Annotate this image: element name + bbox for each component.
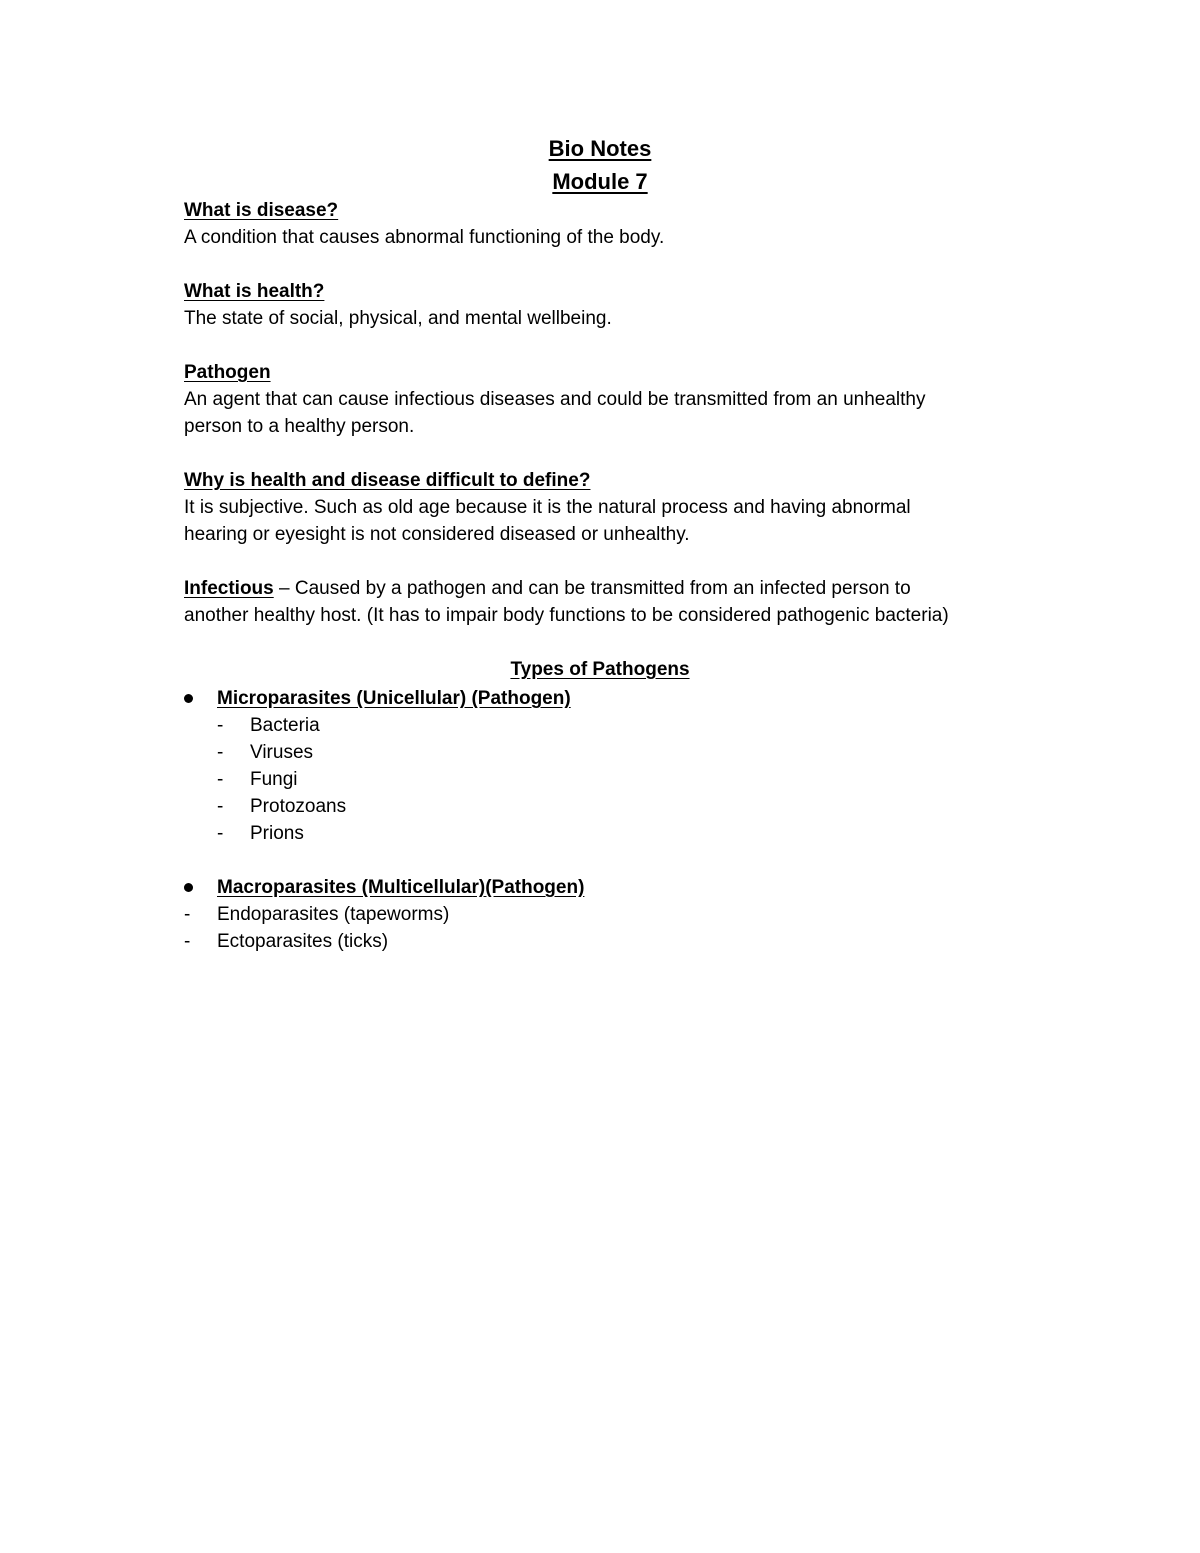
document-title: Bio Notes — [548, 136, 652, 161]
list-item — [217, 766, 417, 793]
list-item — [217, 739, 417, 766]
dash-marker: - — [184, 904, 191, 925]
section-heading-define: Why is health and disease difficult to define? — [184, 470, 591, 491]
infectious-term: Infectious — [184, 578, 274, 599]
section-heading-disease: What is disease? — [184, 200, 339, 221]
bullet-icon — [184, 694, 193, 703]
micro-item-protozoans: Protozoans — [250, 796, 347, 817]
dash-marker: - — [217, 769, 224, 790]
infectious-line1 — [184, 575, 911, 602]
section-body-pathogen-line1: An agent that can cause infectious diseases and could be transmitted from an unhealthy — [184, 389, 926, 410]
infectious-line2: another healthy host. (It has to impair body functions to be considered pathogenic bacteria) — [184, 605, 949, 626]
list-item — [217, 793, 417, 820]
dash-marker: - — [217, 796, 224, 817]
section-body-define-line1: It is subjective. Such as old age because it is the natural process and having abnormal — [184, 497, 911, 518]
bullet-microparasites — [184, 685, 784, 712]
bullet-icon — [184, 883, 193, 892]
section-body-define-line2: hearing or eyesight is not considered diseased or unhealthy. — [184, 524, 690, 545]
micro-item-bacteria: Bacteria — [250, 715, 320, 736]
section-body-pathogen-line2: person to a healthy person. — [184, 416, 415, 437]
list-item — [217, 712, 417, 739]
section-body-health: The state of social, physical, and mental wellbeing. — [184, 308, 612, 329]
infectious-definition: – Caused by a pathogen and can be transmitted from an infected person to — [273, 578, 911, 599]
section-heading-health: What is health? — [184, 281, 325, 302]
list-item — [184, 901, 584, 928]
section-heading-pathogen: Pathogen — [184, 362, 271, 383]
dash-marker: - — [217, 715, 224, 736]
macro-item-endoparasites: Endoparasites (tapeworms) — [217, 904, 450, 925]
list-item — [184, 928, 584, 955]
section-body-disease: A condition that causes abnormal functioning of the body. — [184, 227, 665, 248]
micro-item-fungi: Fungi — [250, 769, 298, 790]
micro-item-prions: Prions — [250, 823, 304, 844]
dash-marker: - — [217, 823, 224, 844]
dash-marker: - — [217, 742, 224, 763]
macroparasites-heading: Macroparasites (Multicellular)(Pathogen) — [217, 877, 585, 898]
document-subtitle: Module 7 — [552, 169, 648, 194]
list-item — [217, 820, 417, 847]
types-heading: Types of Pathogens — [510, 659, 690, 680]
micro-item-viruses: Viruses — [250, 742, 314, 763]
dash-marker: - — [184, 931, 191, 952]
macro-item-ectoparasites: Ectoparasites (ticks) — [217, 931, 389, 952]
microparasites-heading: Microparasites (Unicellular) (Pathogen) — [217, 688, 571, 709]
bullet-macroparasites — [184, 874, 784, 901]
